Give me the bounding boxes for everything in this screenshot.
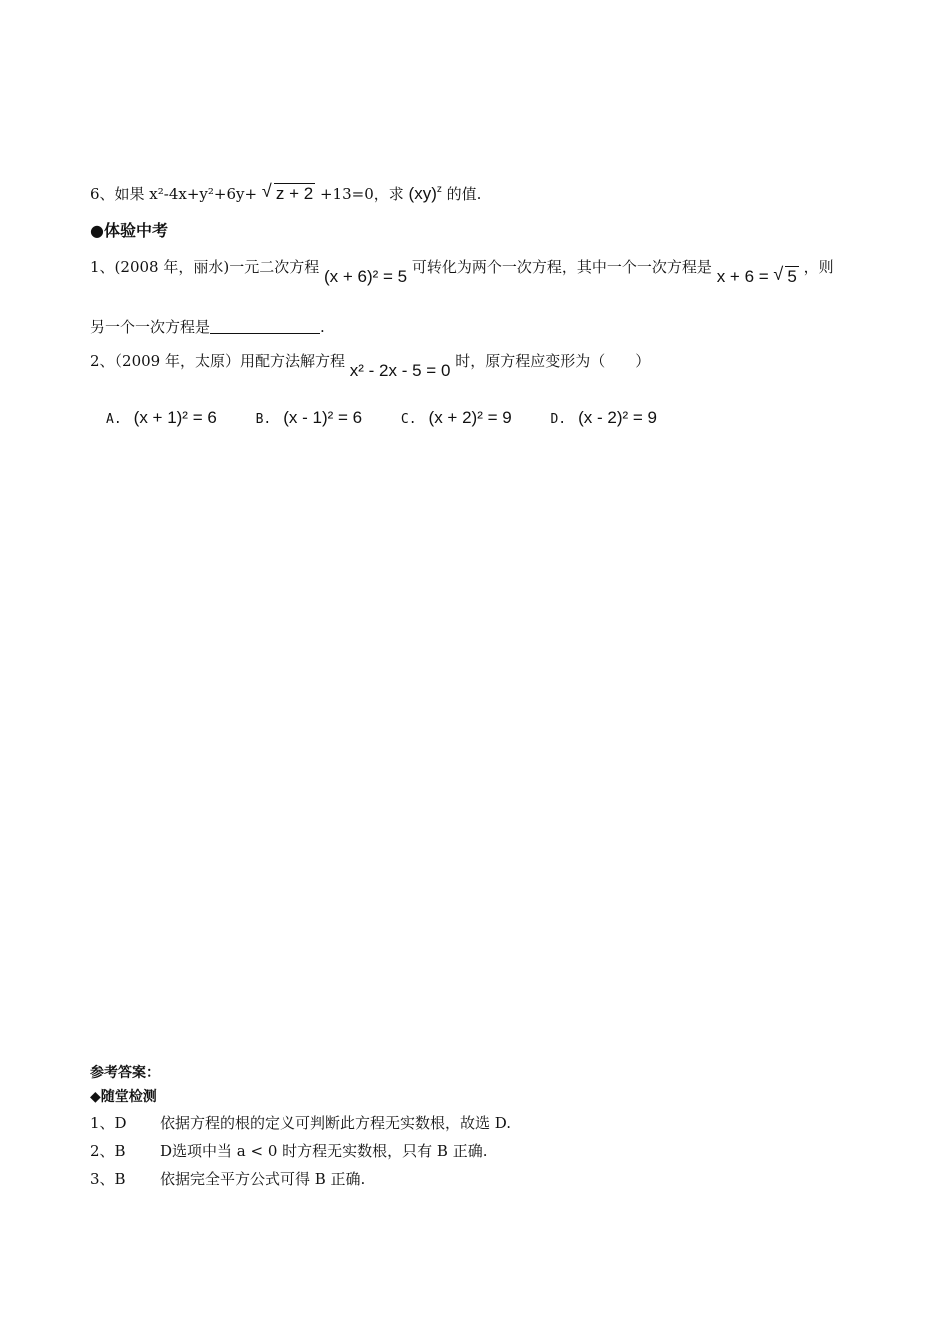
exam2-options <box>106 408 691 428</box>
option-b[interactable]: B. (x - 1)² = 6 <box>255 408 363 427</box>
exam1-middle: 可转化为两个一次方程，其中一个一次方程是 <box>411 258 712 276</box>
exam-question-2 <box>90 350 651 380</box>
exam2-prefix: 2、（2009 年，太原）用配方法解方程 <box>90 352 345 370</box>
answer-blank[interactable] <box>210 319 320 334</box>
exam1-end: ，则 <box>803 258 834 276</box>
question-6 <box>90 183 481 204</box>
sqrt-expression: √ z + 2 <box>261 181 314 203</box>
q6-suffix: +13=0，求 <box>319 185 404 203</box>
exam1-line2: 另一个一次方程是 <box>90 318 211 336</box>
option-c[interactable]: C. (x + 2)² = 9 <box>400 408 512 427</box>
exam1-prefix: 1、(2008 年，丽水)一元二次方程 <box>90 258 320 276</box>
exam1-equation-2: x + 6 = √ 5 <box>716 264 797 286</box>
answers-title: 参考答案： <box>90 1065 160 1081</box>
q6-end: 的值. <box>446 185 482 203</box>
q6-prefix: 6、如果 x²-4x+y²+6y+ <box>90 185 258 203</box>
exam1-equation: (x + 6)² = 5 <box>323 267 408 286</box>
q6-expr: (xy)$^z$ <box>408 184 442 203</box>
section-exam-title: ●体验中考 <box>90 221 168 240</box>
option-a[interactable]: A. (x + 1)² = 6 <box>106 408 217 427</box>
exam-question-1 <box>90 256 834 286</box>
answer-item: 1、D 依据方程的根的定义可判断此方程无实数根，故选 D. <box>90 1114 512 1132</box>
answer-item: 2、B D选项中当 a < 0 时方程无实数根，只有 B 正确. <box>90 1142 488 1160</box>
option-d[interactable]: D. (x - 2)² = 9 <box>550 408 657 427</box>
exam2-equation: x² - 2x - 5 = 0 <box>349 361 451 380</box>
answer-item: 3、B 依据完全平方公式可得 B 正确. <box>90 1170 366 1188</box>
answers-subtitle: ◆随堂检测 <box>90 1089 157 1105</box>
exam2-suffix: 时，原方程应变形为（ ） <box>455 352 651 370</box>
exam-question-1-line2: 另一个一次方程是 . <box>90 318 325 336</box>
